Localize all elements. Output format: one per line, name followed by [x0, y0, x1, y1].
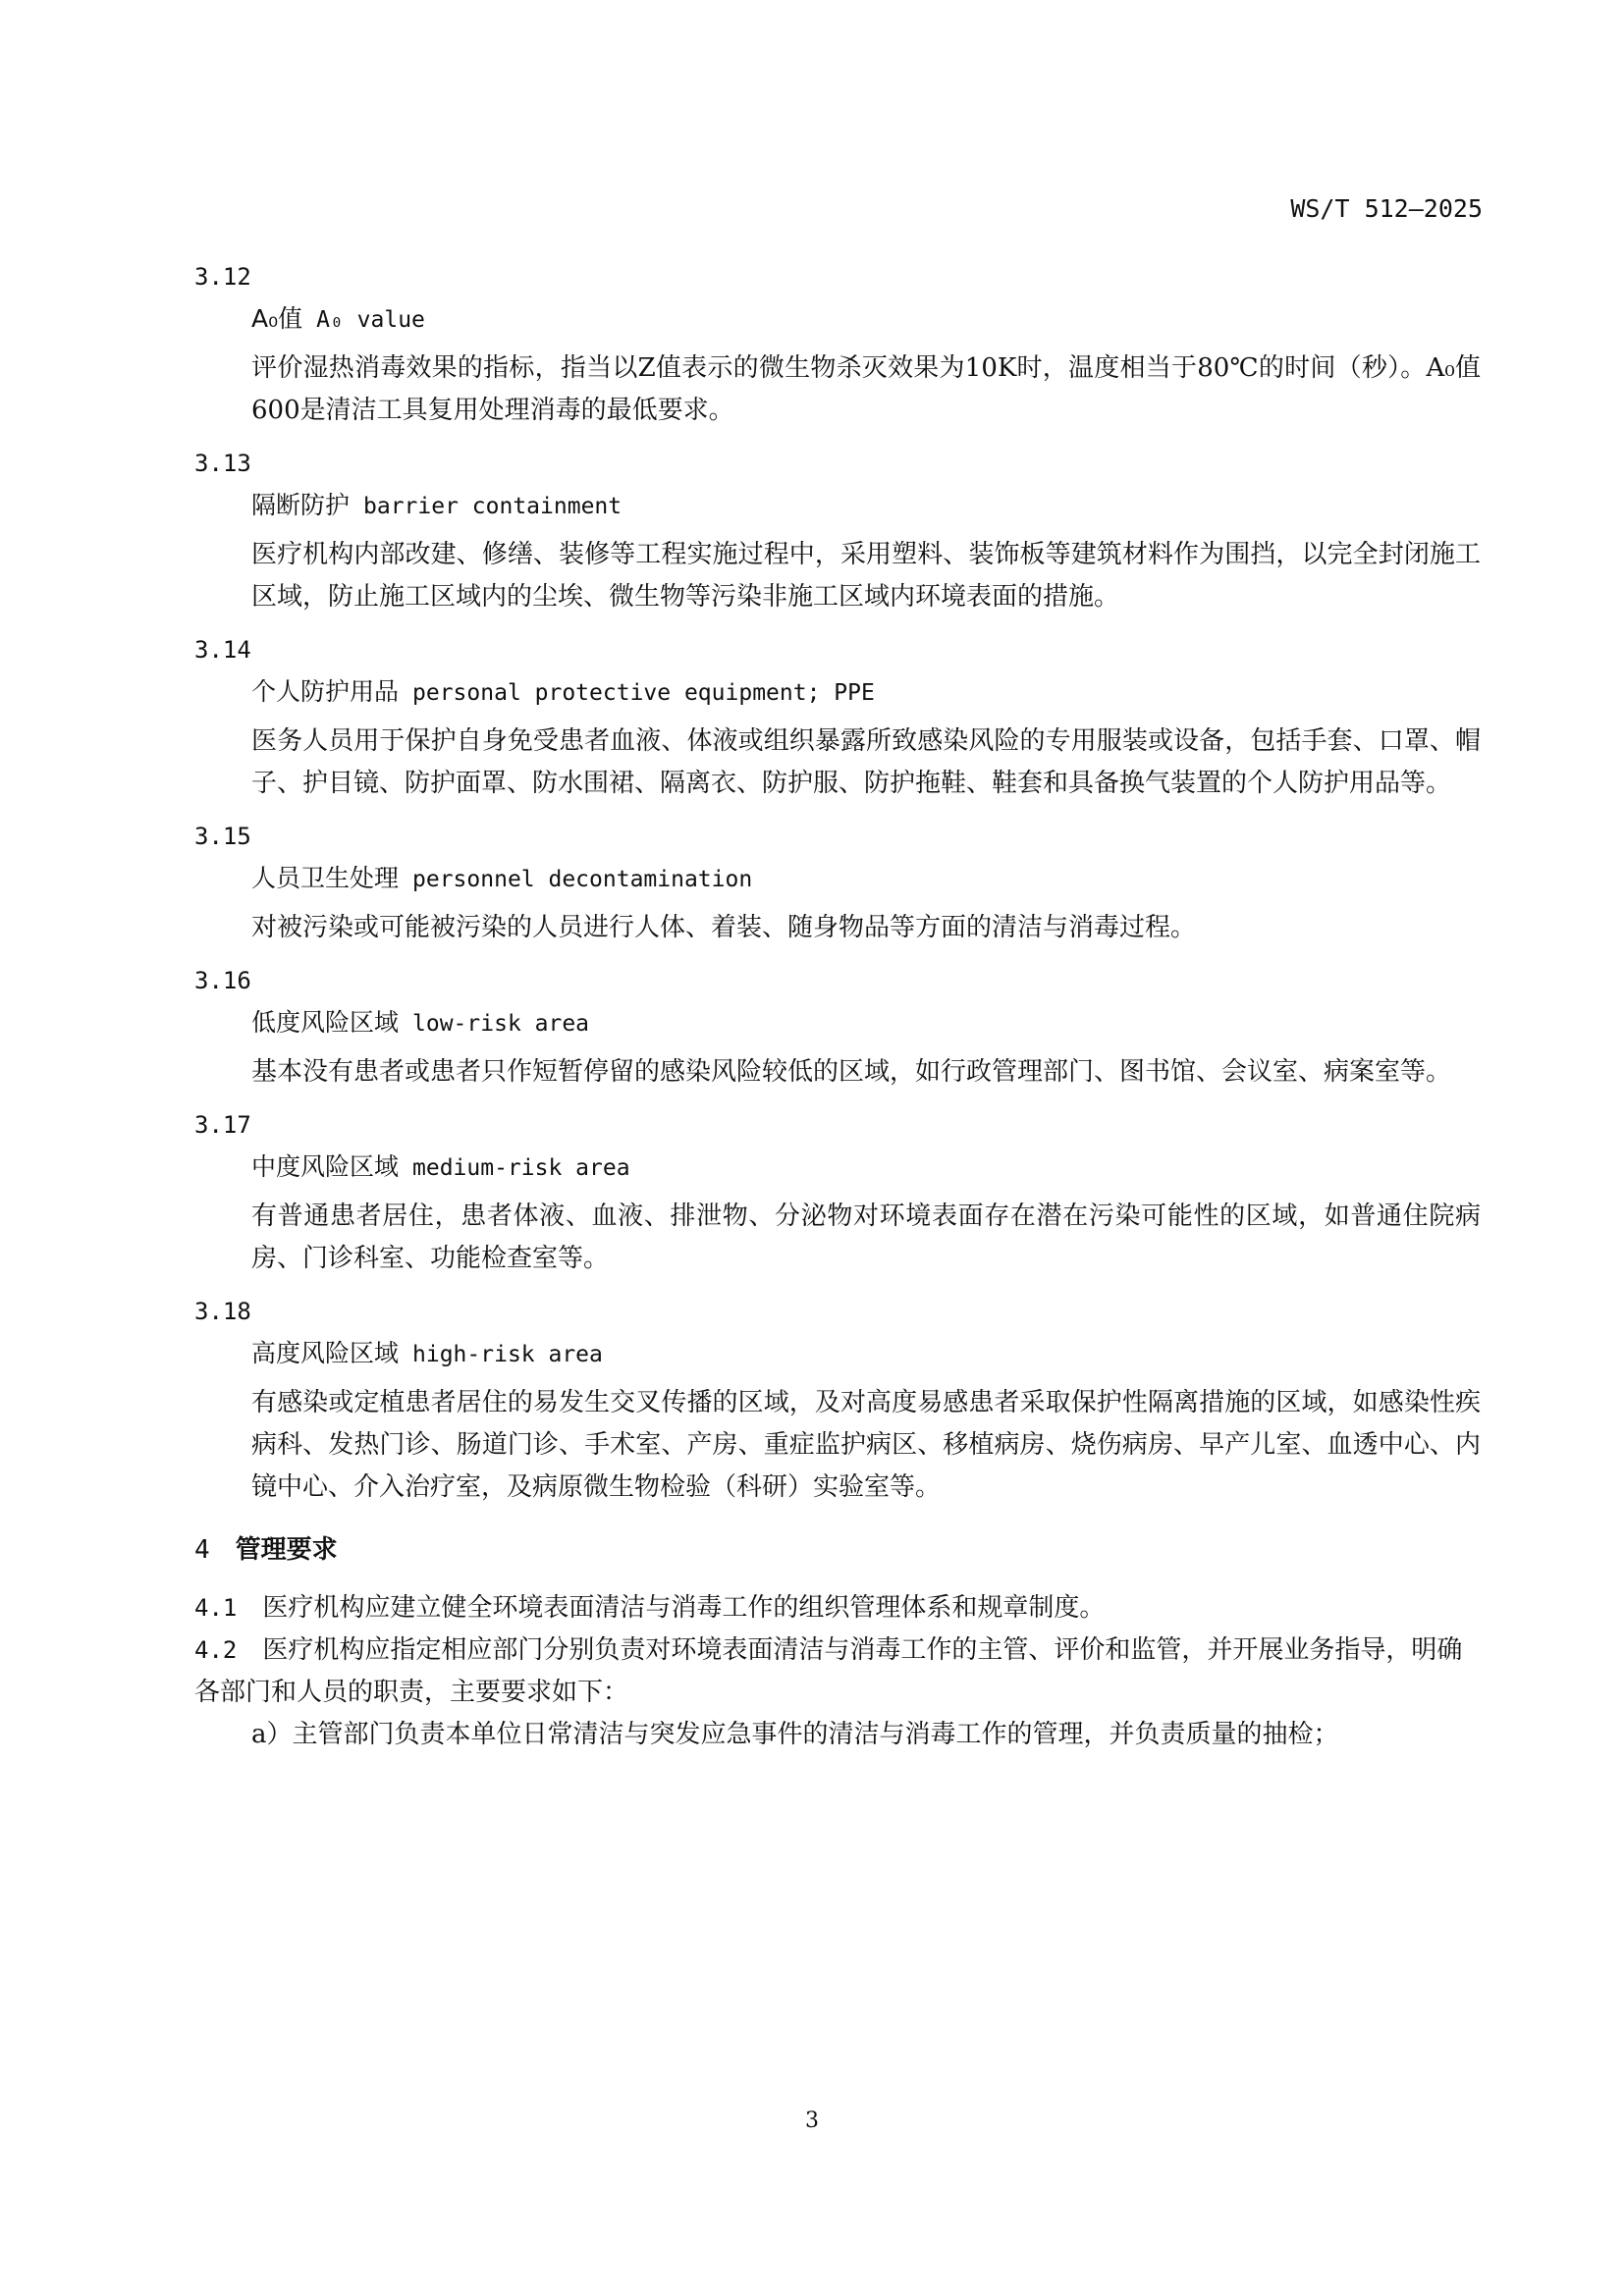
section-number: 4	[194, 1535, 210, 1565]
term-definition: 评价湿热消毒效果的指标，指当以Z值表示的微生物杀灭效果为10K时，温度相当于80℃的时间（秒）。A₀值600是清洁工具复用处理消毒的最低要求。	[251, 353, 1481, 425]
term-title	[194, 675, 1481, 709]
list-item-text: 主管部门负责本单位日常清洁与突发应急事件的清洁与消毒工作的管理，并负责质量的抽检；	[292, 1720, 1339, 1749]
term-en: high-risk area	[412, 1342, 603, 1367]
list-item	[194, 1714, 1481, 1756]
term-title	[194, 1006, 1481, 1040]
term-number: 3.14	[194, 636, 251, 664]
term-zh: A₀值	[251, 304, 303, 333]
clause-number: 4.2	[194, 1636, 238, 1664]
page-content	[194, 261, 1481, 1756]
term-entry	[194, 965, 1481, 1094]
term-en: low-risk area	[412, 1011, 590, 1037]
term-title	[194, 302, 1481, 336]
standard-code: WS/T 512—2025	[1290, 194, 1483, 223]
term-number: 3.15	[194, 823, 251, 850]
term-number: 3.13	[194, 450, 251, 477]
term-entry	[194, 1109, 1481, 1280]
term-zh: 个人防护用品	[251, 677, 400, 706]
term-en: personal protective equipment; PPE	[412, 680, 875, 706]
term-number: 3.12	[194, 263, 251, 291]
page-number: 3	[805, 2109, 819, 2133]
term-number: 3.18	[194, 1298, 251, 1325]
section-heading	[194, 1530, 1481, 1570]
term-definition: 对被污染或可能被污染的人员进行人体、着装、随身物品等方面的清洁与消毒过程。	[251, 913, 1197, 942]
term-title	[194, 1150, 1481, 1184]
term-title	[194, 862, 1481, 895]
term-definition: 医疗机构内部改建、修缮、装修等工程实施过程中，采用塑料、装饰板等建筑材料作为围挡，以完全封闭施工区域，防止施工区域内的尘埃、微生物等污染非施工区域内环境表面的措施。	[251, 540, 1481, 612]
term-en: A₀ value	[316, 307, 425, 333]
term-en: barrier containment	[363, 494, 623, 519]
clause-text: 医疗机构应指定相应部门分别负责对环境表面清洁与消毒工作的主管、评价和监管，并开展业务指导，明确各部门和人员的职责，主要要求如下：	[194, 1635, 1463, 1707]
term-definition: 医务人员用于保护自身免受患者血液、体液或组织暴露所致感染风险的专用服装或设备，包括手套、口罩、帽子、护目镜、防护面罩、防水围裙、隔离衣、防护服、防护拖鞋、鞋套和具备换气装置的个人防护用品等。	[251, 726, 1481, 798]
term-zh: 高度风险区域	[251, 1339, 400, 1367]
term-entry	[194, 1296, 1481, 1509]
clause	[194, 1629, 1481, 1714]
term-number: 3.16	[194, 967, 251, 994]
term-number: 3.17	[194, 1111, 251, 1139]
list-item-label: a）	[251, 1720, 293, 1749]
term-title	[194, 1337, 1481, 1370]
term-entry	[194, 634, 1481, 805]
term-definition: 有普通患者居住，患者体液、血液、排泄物、分泌物对环境表面存在潜在污染可能性的区域，如普通住院病房、门诊科室、功能检查室等。	[251, 1201, 1481, 1273]
clause-text: 医疗机构应建立健全环境表面清洁与消毒工作的组织管理体系和规章制度。	[262, 1593, 1106, 1623]
term-en: medium-risk area	[412, 1155, 630, 1181]
term-title	[194, 489, 1481, 522]
term-zh: 人员卫生处理	[251, 864, 400, 892]
term-definition: 有感染或定植患者居住的易发生交叉传播的区域，及对高度易感患者采取保护性隔离措施的区域，如感染性疾病科、发热门诊、肠道门诊、手术室、产房、重症监护病区、移植病房、烧伤病房、早产儿室、血透中心、内镜中心、介入治疗室，及病原微生物检验（科研）实验室等。	[251, 1388, 1481, 1502]
term-definition: 基本没有患者或患者只作短暂停留的感染风险较低的区域，如行政管理部门、图书馆、会议室、病案室等。	[251, 1057, 1452, 1087]
term-entry	[194, 261, 1481, 432]
term-zh: 低度风险区域	[251, 1008, 400, 1037]
section-title: 管理要求	[235, 1535, 338, 1565]
term-entry	[194, 821, 1481, 949]
clause-number: 4.1	[194, 1594, 238, 1622]
term-zh: 隔断防护	[251, 491, 351, 519]
term-entry	[194, 448, 1481, 618]
term-zh: 中度风险区域	[251, 1152, 400, 1181]
term-en: personnel decontamination	[412, 867, 753, 892]
clause	[194, 1587, 1481, 1629]
